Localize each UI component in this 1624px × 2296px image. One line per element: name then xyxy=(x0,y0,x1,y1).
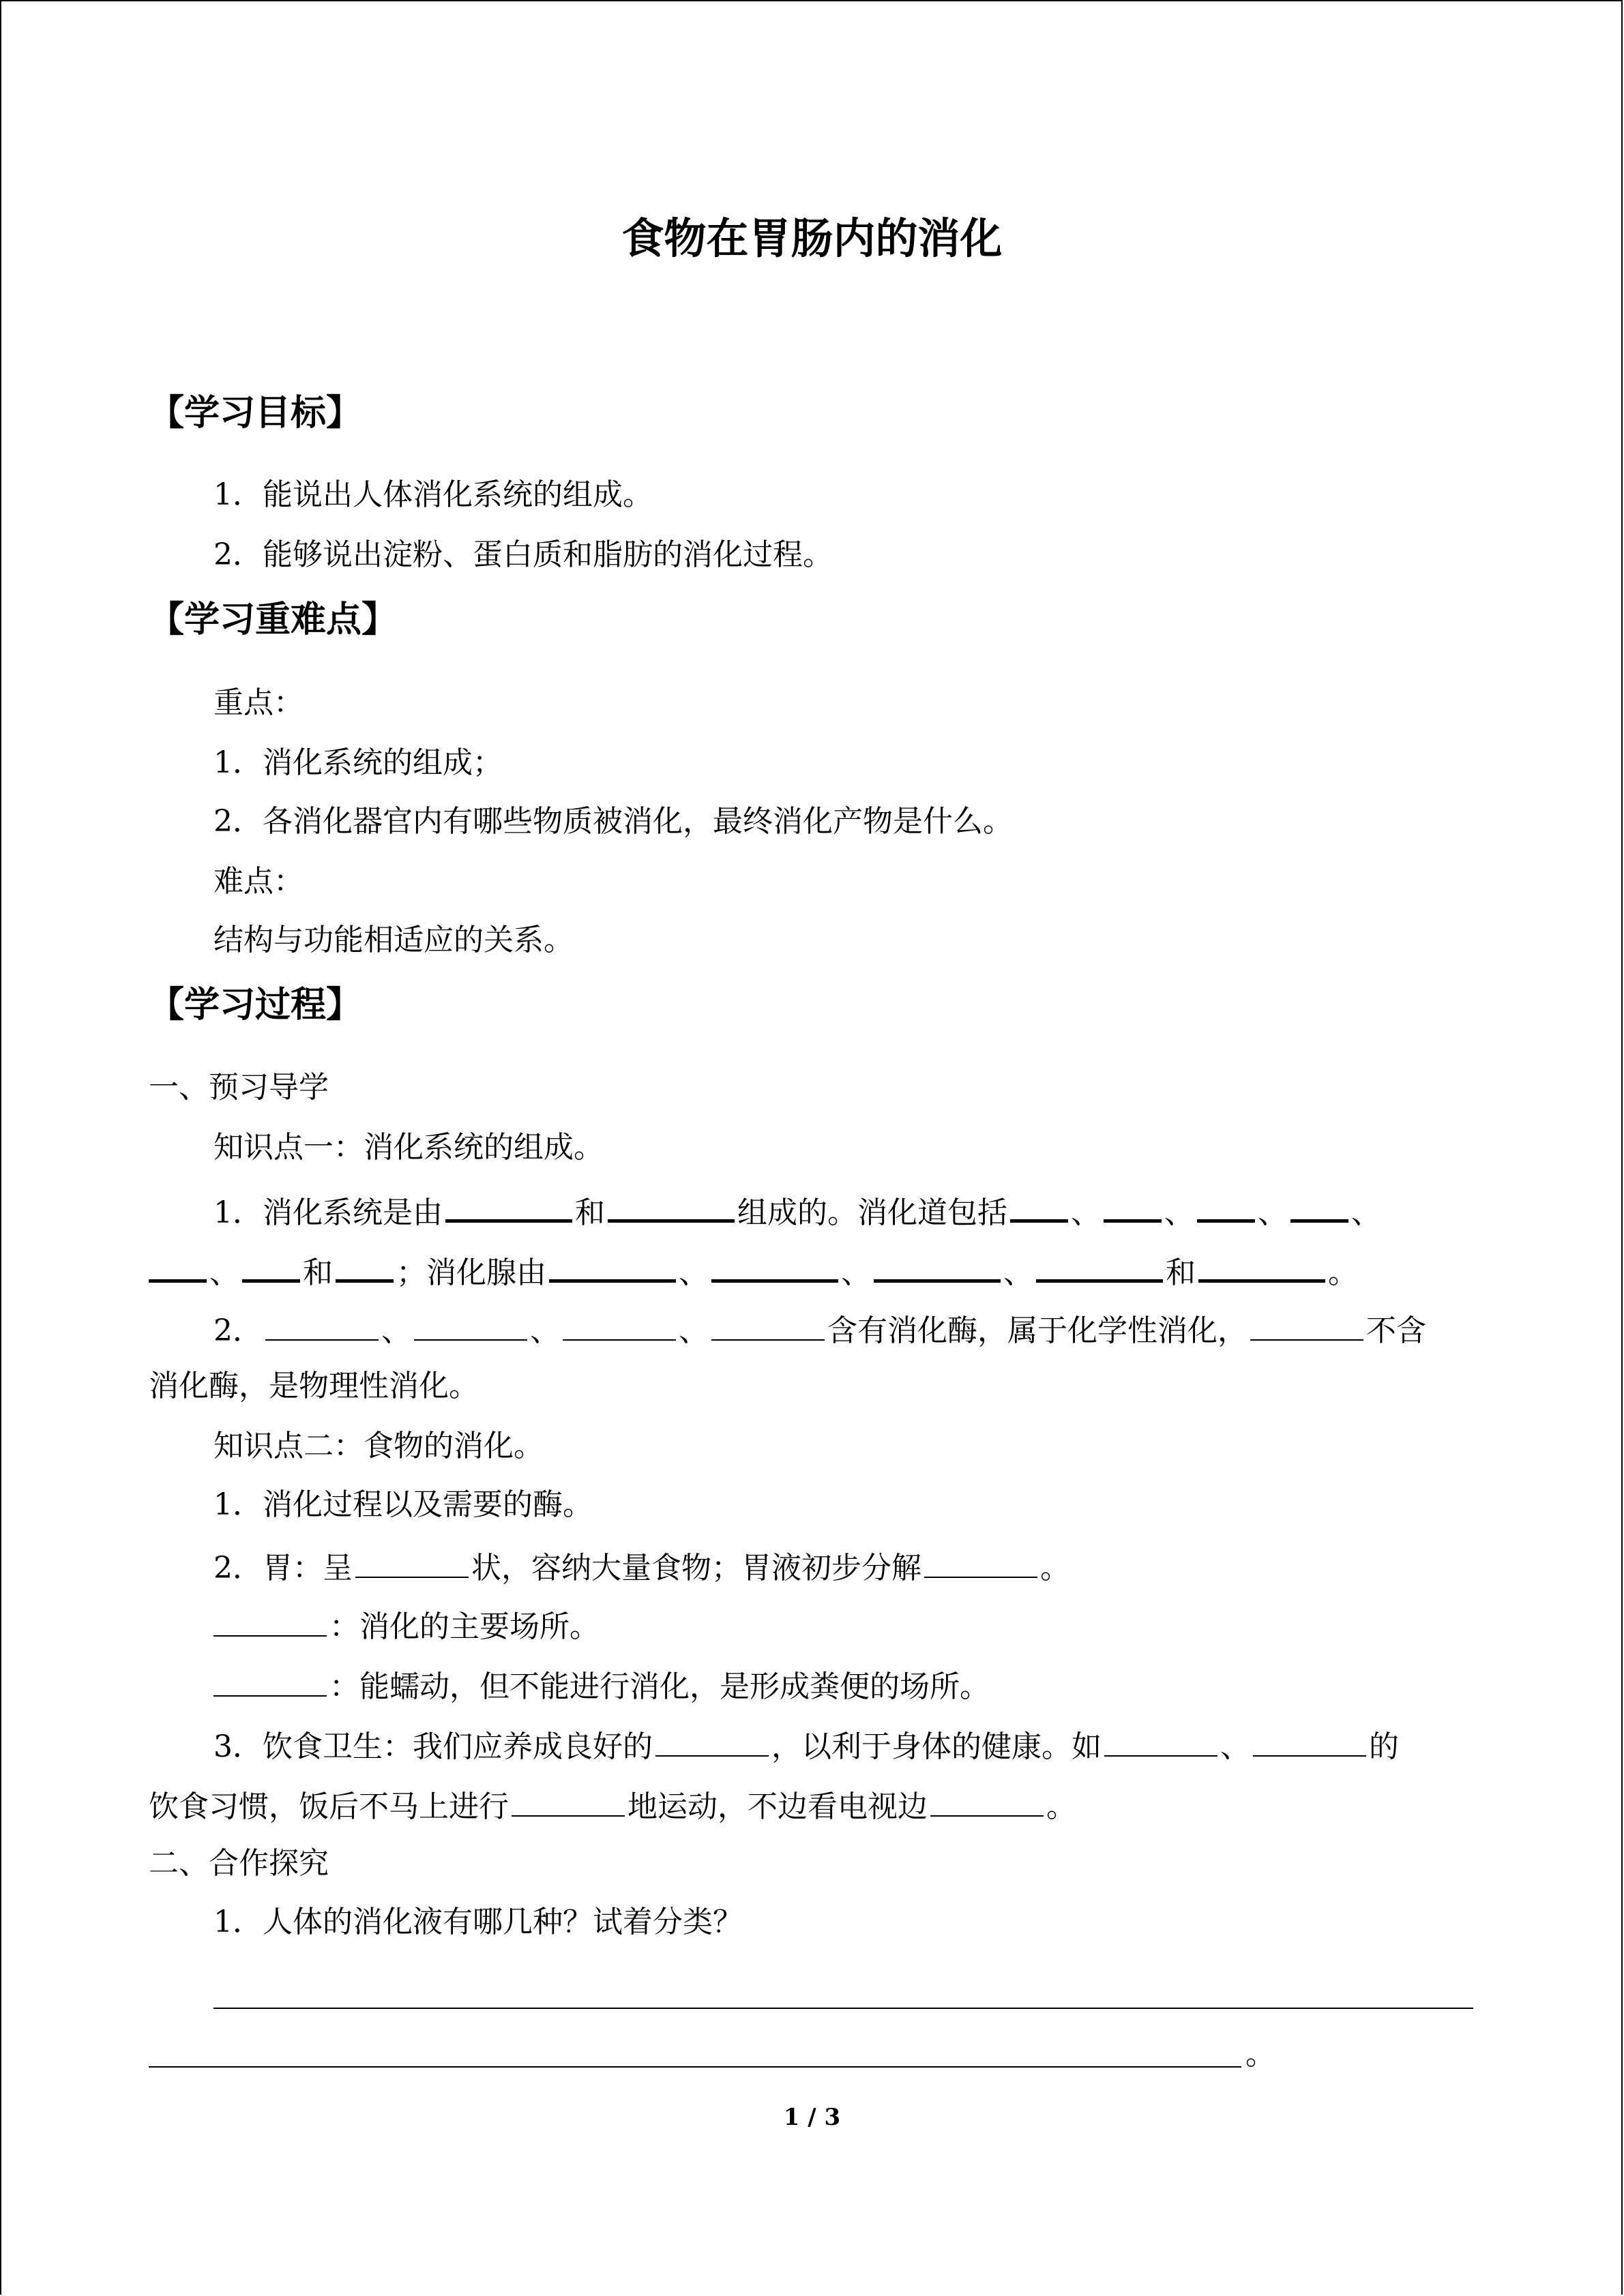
separator: 、 xyxy=(841,1255,871,1290)
blank[interactable] xyxy=(1104,1720,1217,1757)
blank[interactable] xyxy=(1250,1304,1363,1341)
blank[interactable] xyxy=(1290,1184,1348,1223)
blank[interactable] xyxy=(1104,1184,1162,1223)
answer-line-2[interactable] xyxy=(149,2066,1241,2068)
q1-text-d: ；消化腺由 xyxy=(396,1255,546,1290)
q1-text-he: 和 xyxy=(303,1255,333,1290)
heading-learning-goals: 【学习目标】 xyxy=(149,393,362,434)
q2-text-a: 2． xyxy=(213,1313,263,1348)
k2-5-text-a: 3．饮食卫生：我们应养成良好的 xyxy=(213,1729,653,1764)
separator: 、 xyxy=(530,1313,560,1348)
key-label: 重点： xyxy=(213,685,304,720)
blank[interactable] xyxy=(1036,1244,1163,1283)
k2-3-text: ：消化的主要场所。 xyxy=(329,1609,600,1644)
blank[interactable] xyxy=(242,1244,300,1283)
blank[interactable] xyxy=(1197,1184,1255,1223)
separator: 、 xyxy=(1351,1195,1381,1230)
separator: 、 xyxy=(1071,1195,1101,1230)
blank[interactable] xyxy=(924,1541,1037,1578)
heading-key-points: 【学习重难点】 xyxy=(149,599,398,640)
answer-line-1[interactable] xyxy=(213,2008,1473,2009)
blank[interactable] xyxy=(149,1244,207,1283)
q2-line-1 xyxy=(213,1304,1426,1355)
separator: 、 xyxy=(381,1313,411,1348)
knowledge-point-2: 知识点二：食物的消化。 xyxy=(213,1429,544,1463)
blank[interactable] xyxy=(445,1184,572,1223)
separator: 、 xyxy=(1220,1729,1250,1764)
blank[interactable] xyxy=(563,1304,676,1341)
knowledge-point-1: 知识点一：消化系统的组成。 xyxy=(213,1130,604,1165)
blank[interactable] xyxy=(549,1244,676,1283)
blank[interactable] xyxy=(213,1600,327,1637)
goal-item-2: 2．能够说出淀粉、蛋白质和脂肪的消化过程。 xyxy=(213,537,833,572)
k2-item-1: 1．消化过程以及需要的酶。 xyxy=(213,1487,593,1522)
k2-5-text-b: ，以利于身体的健康。如 xyxy=(771,1729,1102,1764)
answer-end-mark: 。 xyxy=(1245,2037,1275,2072)
page-title: 食物在胃肠内的消化 xyxy=(621,213,1003,263)
blank[interactable] xyxy=(1198,1244,1325,1283)
q1-text-b: 和 xyxy=(575,1195,605,1230)
separator: 、 xyxy=(1003,1255,1033,1290)
q1-end: 。 xyxy=(1328,1255,1358,1290)
goal-item-1: 1．能说出人体消化系统的组成。 xyxy=(213,477,653,512)
k2-5-text-c: 的 xyxy=(1369,1729,1399,1764)
k2-item-4 xyxy=(213,1660,990,1711)
blank[interactable] xyxy=(414,1304,527,1341)
k2-item-5-line-1 xyxy=(213,1720,1399,1771)
blank[interactable] xyxy=(1253,1720,1366,1757)
k2-item-3 xyxy=(213,1600,600,1651)
blank[interactable] xyxy=(608,1184,735,1223)
blank[interactable] xyxy=(512,1780,625,1817)
q1-text-c: 组成的。消化道包括 xyxy=(737,1195,1007,1230)
page-number: 1 / 3 xyxy=(783,2104,841,2131)
hard-text: 结构与功能相适应的关系。 xyxy=(213,923,574,957)
k2-4-text: ：能蠕动，但不能进行消化，是形成粪便的场所。 xyxy=(329,1669,990,1704)
blank[interactable] xyxy=(213,1660,327,1697)
k2-5-text-e: 地运动，不边看电视边 xyxy=(628,1789,928,1824)
q2-text-b: 含有消化酶，属于化学性消化， xyxy=(827,1313,1247,1348)
separator: 、 xyxy=(679,1313,709,1348)
blank[interactable] xyxy=(930,1780,1044,1817)
q1-line-2 xyxy=(149,1244,1358,1297)
part2-question-1: 1．人体的消化液有哪几种？试着分类？ xyxy=(213,1905,743,1939)
blank[interactable] xyxy=(874,1244,1001,1283)
q1-text-a: 1．消化系统是由 xyxy=(213,1195,443,1230)
k2-item-5-line-2 xyxy=(149,1780,1076,1831)
q1-line-1 xyxy=(213,1184,1381,1237)
part1-title: 一、预习导学 xyxy=(149,1070,329,1105)
blank[interactable] xyxy=(1010,1184,1068,1223)
blank[interactable] xyxy=(655,1720,769,1757)
hard-label: 难点： xyxy=(213,864,304,899)
k2-2-text-c: 。 xyxy=(1040,1551,1070,1585)
separator: 、 xyxy=(1164,1195,1194,1230)
k2-item-2 xyxy=(213,1541,1070,1592)
blank[interactable] xyxy=(355,1541,469,1578)
blank[interactable] xyxy=(711,1244,838,1283)
heading-learning-process: 【学习过程】 xyxy=(149,985,362,1026)
separator: 、 xyxy=(1258,1195,1288,1230)
k2-5-text-f: 。 xyxy=(1046,1789,1076,1824)
key-item-1: 1．消化系统的组成； xyxy=(213,745,503,780)
blank[interactable] xyxy=(265,1304,379,1341)
q2-text-c: 不含 xyxy=(1366,1313,1426,1348)
part2-title: 二、合作探究 xyxy=(149,1846,329,1881)
separator: 、 xyxy=(209,1255,239,1290)
q1-text-he: 和 xyxy=(1166,1255,1196,1290)
separator: 、 xyxy=(679,1255,709,1290)
k2-2-text-b: 状，容纳大量食物；胃液初步分解 xyxy=(471,1551,921,1585)
blank[interactable] xyxy=(711,1304,825,1341)
blank[interactable] xyxy=(336,1244,394,1283)
k2-5-text-d: 饮食习惯，饭后不马上进行 xyxy=(149,1789,509,1824)
key-item-2: 2．各消化器官内有哪些物质被消化，最终消化产物是什么。 xyxy=(213,804,1013,839)
q2-line-2: 消化酶，是物理性消化。 xyxy=(149,1369,479,1403)
k2-2-text-a: 2．胃：呈 xyxy=(213,1551,353,1585)
